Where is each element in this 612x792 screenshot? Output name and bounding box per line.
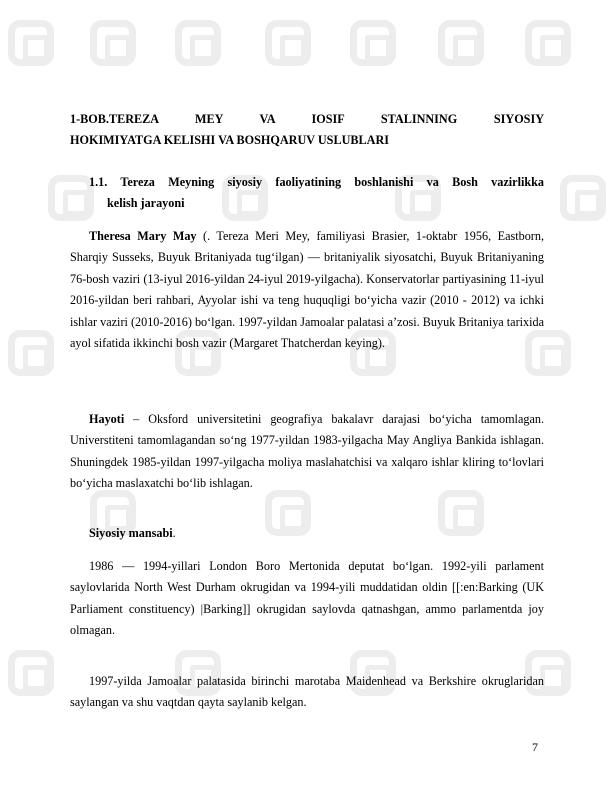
intro-paragraph [70,226,544,354]
section-title-line1: 1.1. Tereza Meyning siyosiy faoliyatining boshlanishi va Bosh vazirlikka [89,175,544,189]
life-heading: Hayoti [89,412,125,426]
life-text: – Oksford universitetini geografiya bakalavr darajasi bo‘yicha tamomlagan. Universtiteni tamomlagandan so‘ng 1977-yildan 1983-yilgacha May Angliya Bankida ishlagan. Shuningdek 1985-yildan 1997-yilgacha moliya maslahatchisi va xalqaro ishlar kliring to‘lovlari bo‘yicha maslaxatchi bo‘lib ishlagan. [70,412,544,491]
intro-name: Theresa Mary May [89,229,197,243]
chapter-title-line1: 1-BOB.TEREZA MEY VA IOSIF STALINNING SIYOSIY [70,112,544,126]
paragraph-1986: 1986 — 1994-yillari London Boro Mertonida deputat bo‘lgan. 1992-yili parlament saylovlarida North West Durham okrugidan va 1994-yili muddatidan oldin [[:en:Barking (UK Parliament constituency) |Barking]] okrugidan saylovda qatnashgan, ammo parlamentda joy olmagan. [70,559,544,638]
political-heading-line [70,523,544,544]
section-title-line2: kelish jarayoni [107,196,185,210]
page-number: 7 [532,740,538,754]
intro-text: (. Tereza Meri Mey, familiyasi Brasier, 1-oktabr 1956, Eastborn, Sharqiy Susseks, Buyuk Britaniyada tug‘ilgan) — britaniyalik siyosatchi, Buyuk Britaniyaning 76-bosh vaziri (13-iyul 2016-yildan 24-iyul 2019-yilgacha). Konservatorlar partiyasining 11-iyul 2016-yildan beri rahbari, Ayyolar ishi va teng huquqligi bo‘yicha vazir (2010 - 2012) va ichki ishlar vaziri (2010-2016) bo‘lgan. 1997-yildan Jamoalar palatasi a’zosi. Buyuk Britaniya tarixida ayol sifatida ikkinchi bosh vazir (Margaret Thatcherdan keying). [70,229,544,351]
paragraph-1997: 1997-yilda Jamoalar palatasida birinchi marotaba Maidenhead va Berkshire okruglaridan saylangan va shu vaqtdan qayta saylanib kelgan. [70,674,544,710]
life-paragraph [70,409,544,495]
political-heading: Siyosiy mansabi [89,526,173,540]
chapter-title-line2: HOKIMIYATGA KELISHI VA BOSHQARUV USLUBLARI [70,133,389,147]
political-heading-punct: . [172,526,176,540]
